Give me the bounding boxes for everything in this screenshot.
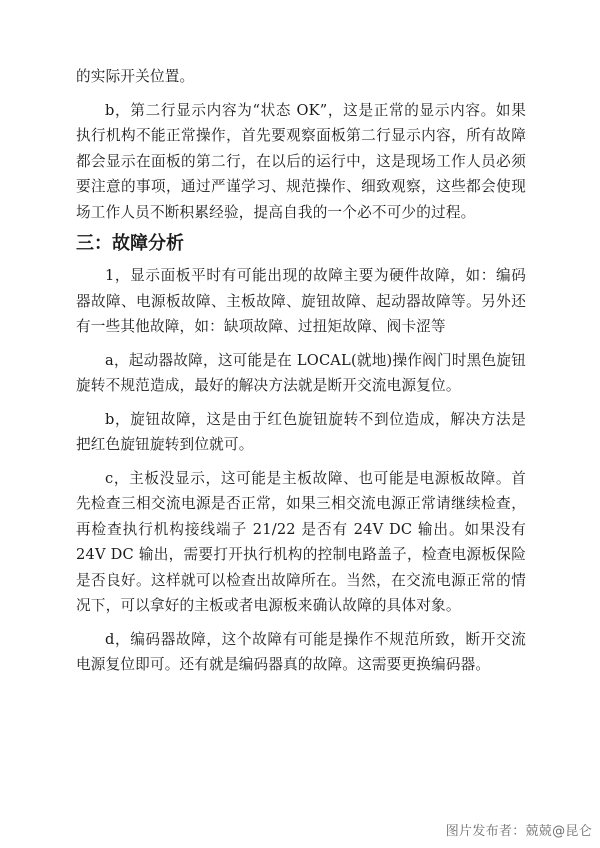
document-page <box>76 64 526 686</box>
paragraph-starter-fault: a，起动器故障，这可能是在 LOCAL(就地)操作阀门时黑色旋钮旋转不规范造成，最好的解决方法就是断开交流电源复位。 <box>76 351 526 394</box>
paragraph-fault-overview: 1，显示面板平时有可能出现的故障主要为硬件故障，如：编码器故障、电源板故障、主板故障、旋钮故障、起动器故障等。另外还有一些其他故障，如：缺项故障、过扭矩故障、阀卡涩等 <box>76 267 526 335</box>
section-heading-fault-analysis: 三：故障分析 <box>76 233 184 254</box>
paragraph-encoder-fault: d，编码器故障，这个故障有可能是操作不规范所致，断开交流电源复位即可。还有就是编码器真的故障。这需要更换编码器。 <box>76 630 526 673</box>
paragraph-status-ok: b，第二行显示内容为“状态 OK”，这是正常的显示内容。如果执行机构不能正常操作，首先要观察面板第二行显示内容，所有故障都会显示在面板的第二行，在以后的运行中，这是现场工作人员必须要注意的事项，通过严谨学习、规范操作、细致观察，这些都会使现场工作人员不断积累经验，提高自我的一个必不可少的过程。 <box>76 101 526 221</box>
paragraph-knob-fault: b，旋钮故障，这是由于红色旋钮旋转不到位造成，解决方法是把红色旋钮旋转到位就可。 <box>76 410 526 453</box>
paragraph-mainboard-fault: c，主板没显示，这可能是主板故障、也可能是电源板故障。首先检查三相交流电源是否正常，如果三相交流电源正常请继续检查，再检查执行机构接线端子 21/22 是否有 24V DC 输出。如果没有 24V DC 输出，需要打开执行机构的控制电路盖子，检查电源板保险是否良好。这样就可以检查出故障所在。当然，在交流电源正常的情况下，可以拿好的主板或者电源板来确认故障的具体对象。 <box>76 469 526 614</box>
paragraph-continuation: 的实际开关位置。 <box>76 68 195 85</box>
publisher-watermark: 图片发布者：兢兢@昆仑 <box>445 824 592 839</box>
